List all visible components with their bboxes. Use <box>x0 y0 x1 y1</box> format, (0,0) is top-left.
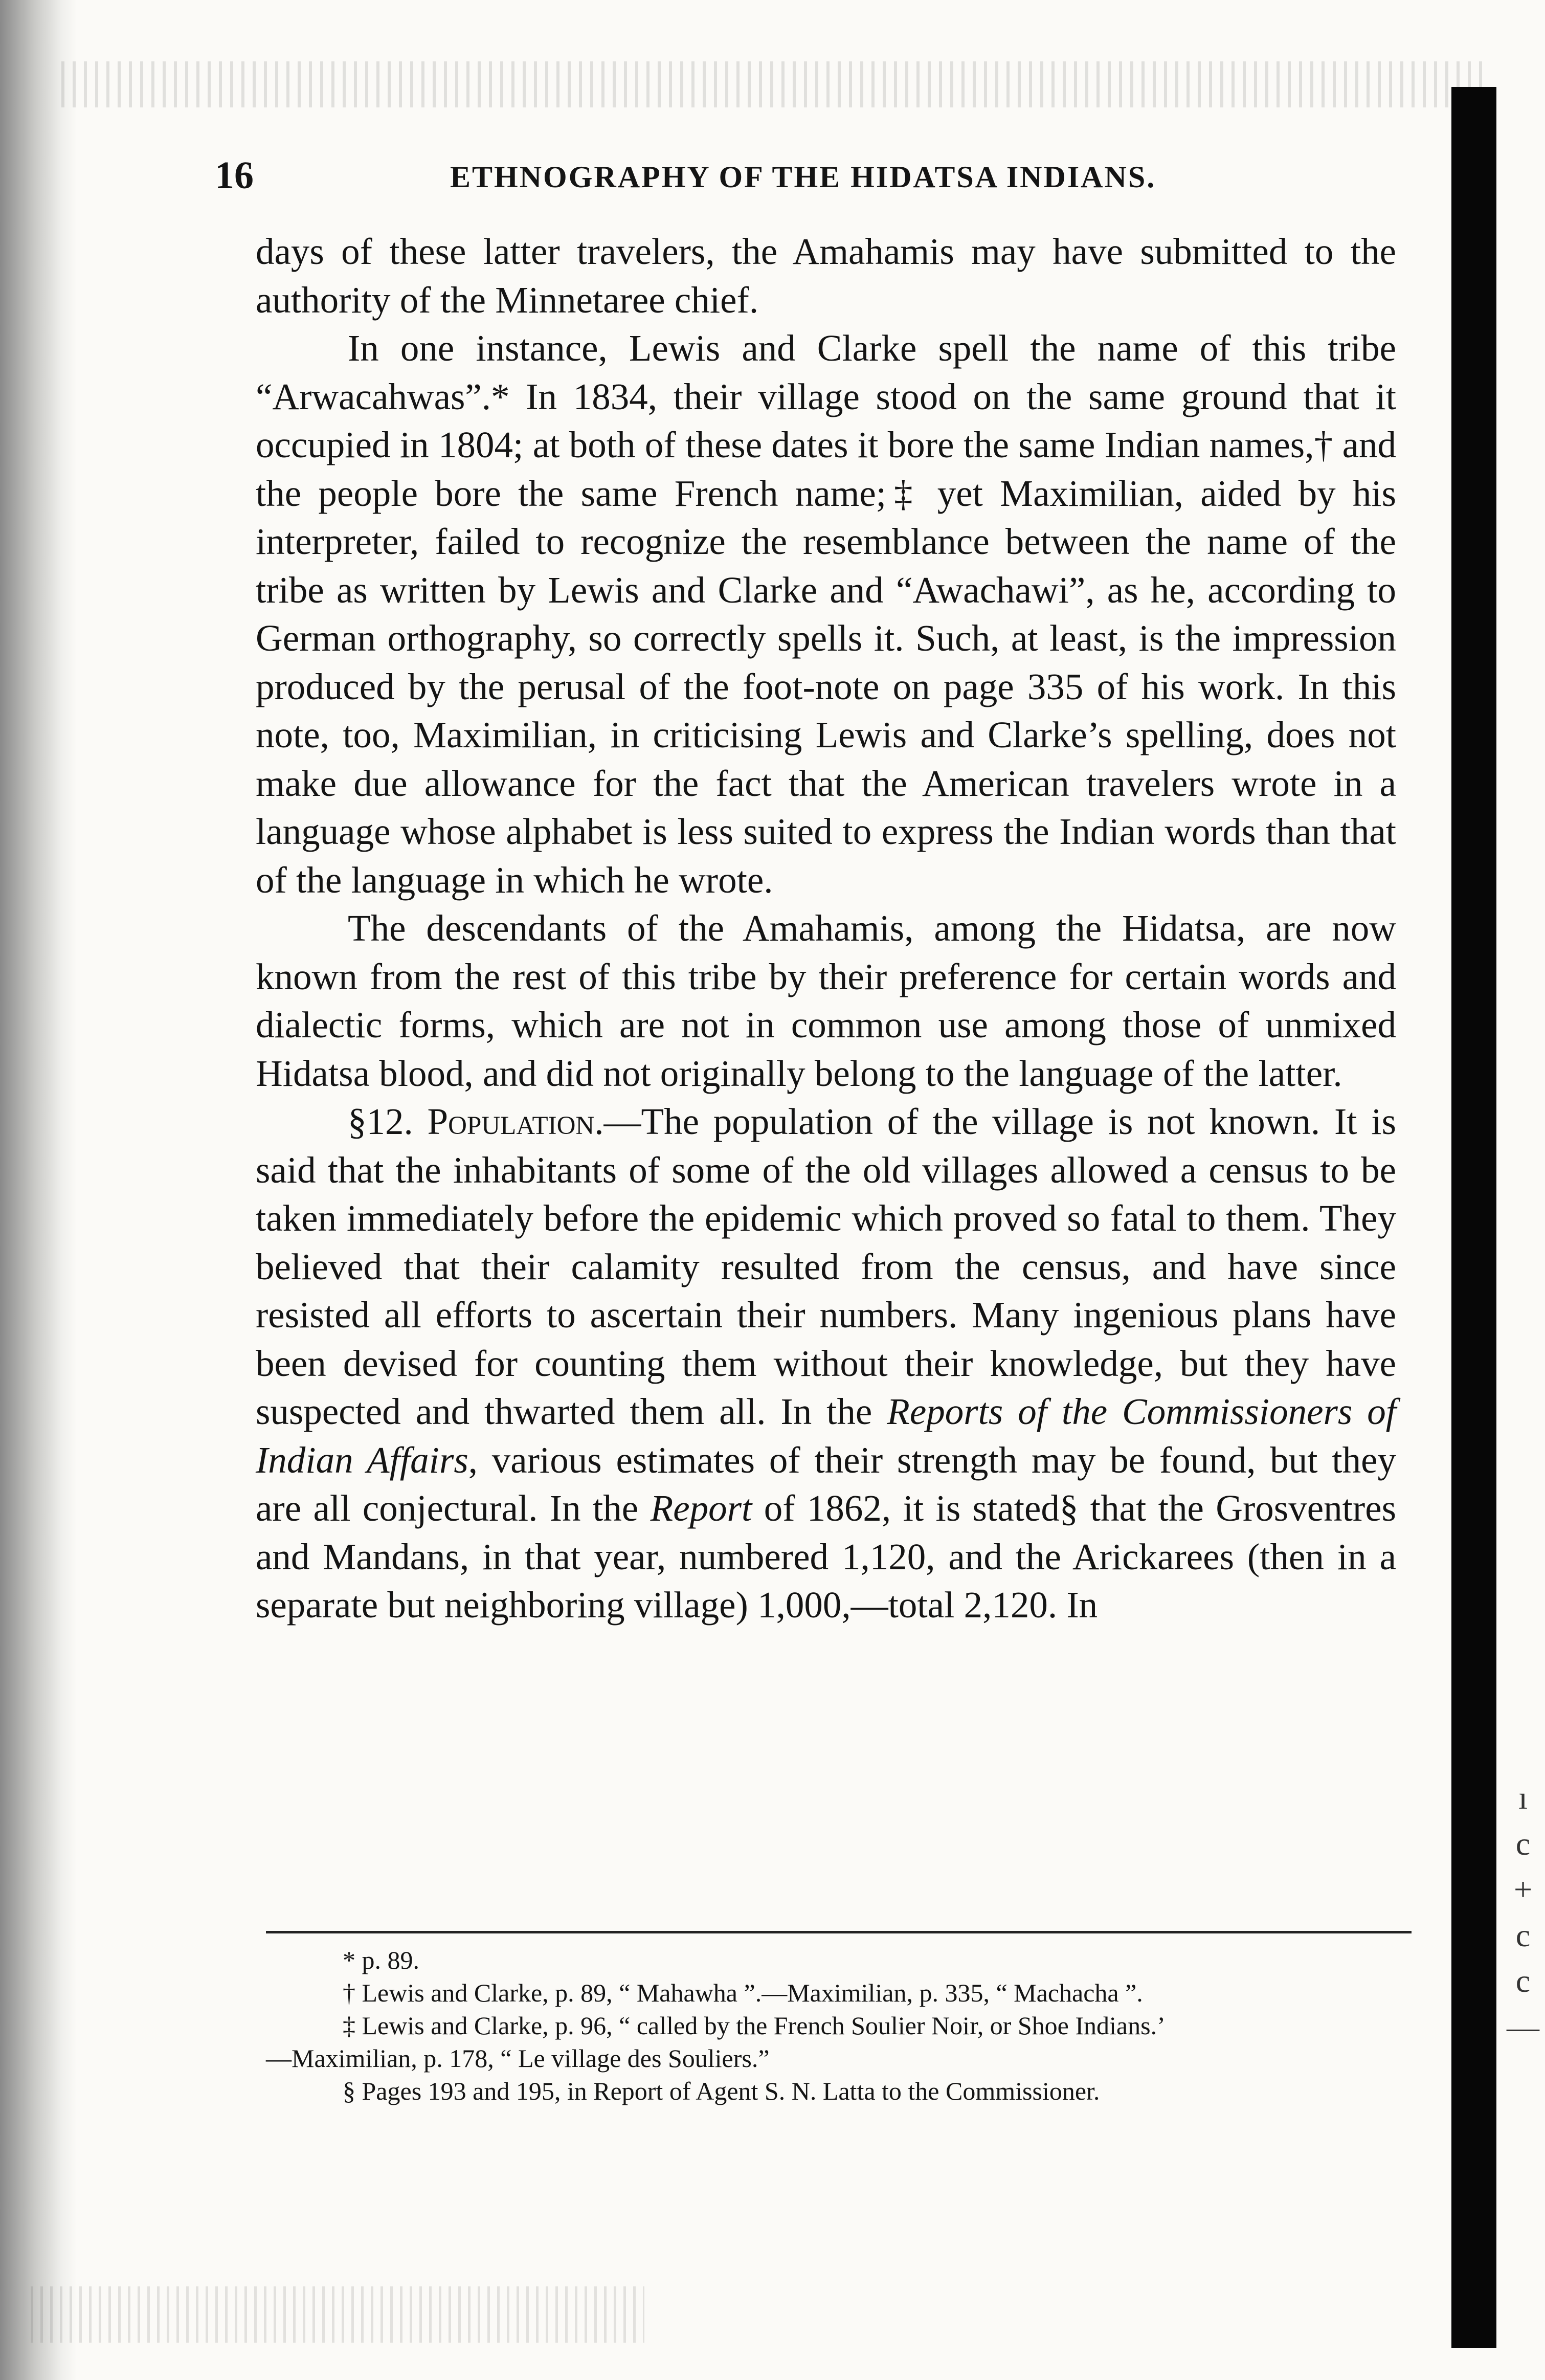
footnote-1: * p. 89. <box>343 1946 419 1974</box>
italic-title-report: Report <box>650 1487 752 1529</box>
scan-bottom-edge-noise <box>31 2286 644 2343</box>
margin-mark: + <box>1513 1871 1533 1908</box>
margin-mark: c <box>1515 1963 1531 1999</box>
section-number: §12. <box>348 1101 413 1142</box>
margin-fragments <box>1503 1775 1543 2050</box>
margin-mark: — <box>1507 2008 1539 2045</box>
page-number: 16 <box>215 154 254 197</box>
paragraph-3: The descendants of the Amahamis, among the Hidatsa, are now known from the rest of this tribe by their preference for certain words and dialectic forms, which are not in common use among those of unmixed Hidatsa blood, and did not originally belong to the language of the latter. <box>256 907 1396 1094</box>
scan-top-edge-noise <box>61 61 1483 107</box>
paragraph-4 <box>256 1098 1396 1630</box>
scan-right-binding-bar <box>1451 87 1496 2348</box>
paragraph-4-text-b: , various estimates of their strength may be found, but they are all conjectural. In the <box>256 1439 1396 1529</box>
paragraph-1: days of these latter travelers, the Amahamis may have submitted to the authority of the Minnetaree chief. <box>256 231 1396 321</box>
running-head: ETHNOGRAPHY OF THE HIDATSA INDIANS. <box>450 160 1156 194</box>
margin-mark: ı <box>1518 1780 1528 1816</box>
scan-left-edge-shadow <box>0 0 77 2380</box>
paragraph-4-text-a: —The population of the village is not known. It is said that the inhabitants of some of the old villages allowed a census to be taken immediately before the epidemic which proved so fatal to them. They believed that their calamity resulted from the census, and have since resisted all efforts to ascertain their numbers. Many ingenious plans have been devised for counting them without their knowledge, but they have suspected and thwarted them all. In the <box>256 1101 1396 1432</box>
page-header <box>215 153 1422 210</box>
footnote-3: ‡ Lewis and Clarke, p. 96, “ called by the French Soulier Noir, or Shoe Indians.’ <box>343 2011 1166 2040</box>
italic-title-reports: Reports of the Commissioners of Indian Affairs <box>256 1391 1396 1481</box>
section-heading: Population. <box>427 1101 604 1142</box>
body-text <box>256 228 1396 1630</box>
margin-mark: c <box>1515 1825 1531 1862</box>
margin-mark: c <box>1515 1917 1531 1953</box>
footnotes <box>266 1944 1412 2107</box>
footnote-2: † Lewis and Clarke, p. 89, “ Mahawha ”.—Maximilian, p. 335, “ Machacha ”. <box>343 1978 1143 2007</box>
footnote-divider <box>266 1931 1412 1933</box>
paragraph-2: In one instance, Lewis and Clarke spell the name of this tribe “Arwacahwas”.* In 1834, their village stood on the same ground that it occupied in 1804; at both of these dates it bore the same Indian names,† and the people bore the same French name;‡ yet Maximilian, aided by his interpreter, failed to recognize the resemblance between the name of the tribe as written by Lewis and Clarke and “Awachawi”, as he, according to German orthography, so correctly spells it. Such, at least, is the impression produced by the perusal of the foot-note on page 335 of his work. In this note, too, Maximilian, in criticising Lewis and Clarke’s spelling, does not make due allowance for the fact that the American travelers wrote in a language whose alphabet is less suited to express the Indian words than that of the language in which he wrote. <box>256 327 1396 901</box>
footnote-4: § Pages 193 and 195, in Report of Agent S. N. Latta to the Commissioner. <box>343 2077 1100 2105</box>
paragraph-4-text-c: of 1862, it is stated§ that the Grosventres and Mandans, in that year, numbered 1,120, and the Arickarees (then in a separate but neighboring village) 1,000,—total 2,120. In <box>256 1487 1397 1626</box>
footnote-3-continued: —Maximilian, p. 178, “ Le village des Souliers.” <box>266 2044 770 2073</box>
